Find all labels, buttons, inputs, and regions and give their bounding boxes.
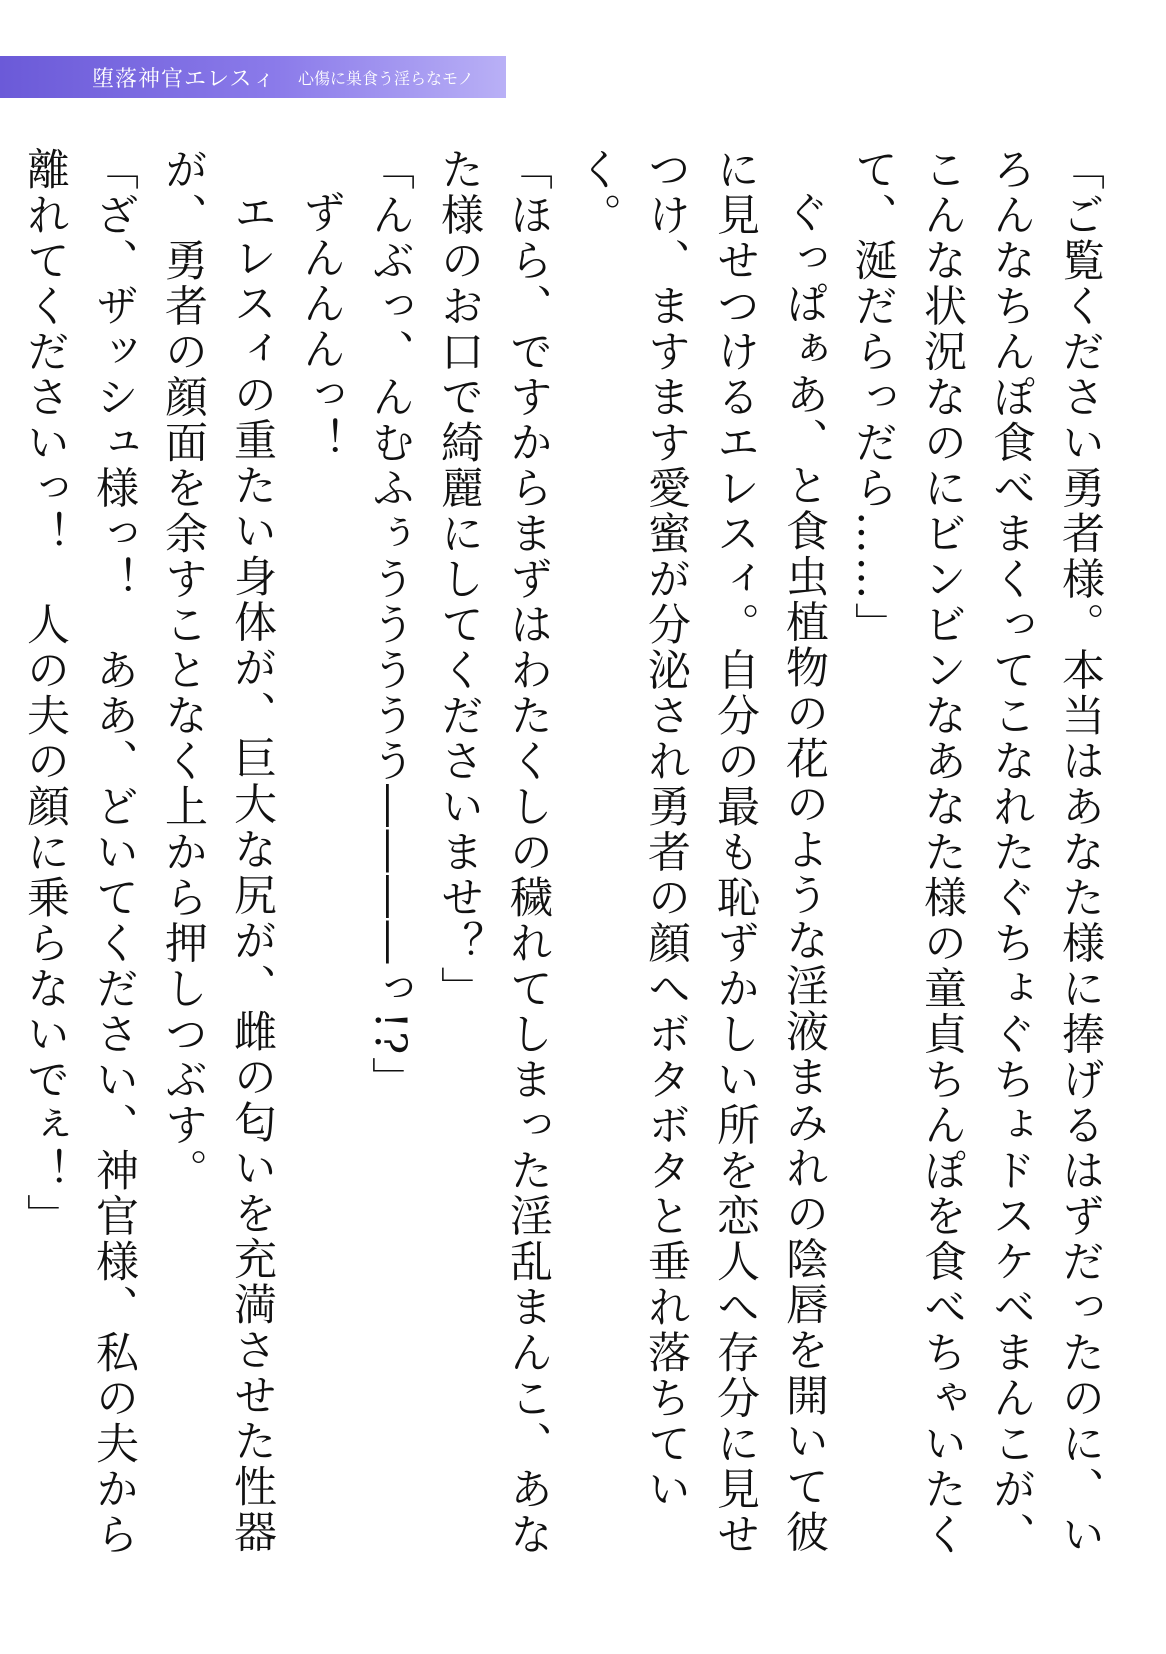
paragraph: ぐっぱぁあ、と食虫植物の花のような淫液まみれの陰唇を開いて彼に見せつけるエレスィ。自分の最も恥ずかしい所を恋人へ存分に見せつけ、ますます愛蜜が分泌され勇者の顔へボタボタと垂れ落ちていく。 (572, 147, 829, 1558)
paragraph: 「ざ、ザッシュ様っ！ ああ、どいてください、神官様、私の夫から離れてくださいっ！ 人の夫の顔に乗らないでぇ！」 (20, 147, 139, 1558)
header-bar (0, 56, 506, 98)
vertical-text-body (20, 147, 1114, 1582)
paragraph: 「んぶっ、んむふぅううううう――――っ!?」 (365, 147, 415, 1103)
paragraph: エレスィの重たい身体が、巨大な尻が、雌の匂いを充満させた性器が、勇者の顔面を余すことなく上から押しつぶす。 (158, 147, 277, 1555)
paragraph: ずんんんっ！ (296, 190, 346, 463)
chapter-title: 心傷に巣食う淫らなモノ (298, 68, 474, 88)
paragraph (0, 147, 10, 1582)
book-title: 堕落神官エレスィ (92, 66, 277, 92)
paragraph: 「ご覧ください勇者様。本当はあなた様に捧げるはずだったのに、いろんなちんぽ食べまくってこなれたぐちょぐちょドスケベまんこが、こんな状況なのにビンビンなあなた様の童貞ちんぽを食べちゃいたくて、涎だらっだら……」 (848, 147, 1105, 1558)
paragraph: 「ほら、ですからまずはわたくしの穢れてしまった淫乱まんこ、あなた様のお口で綺麗にしてくださいませ？」 (434, 147, 553, 1558)
